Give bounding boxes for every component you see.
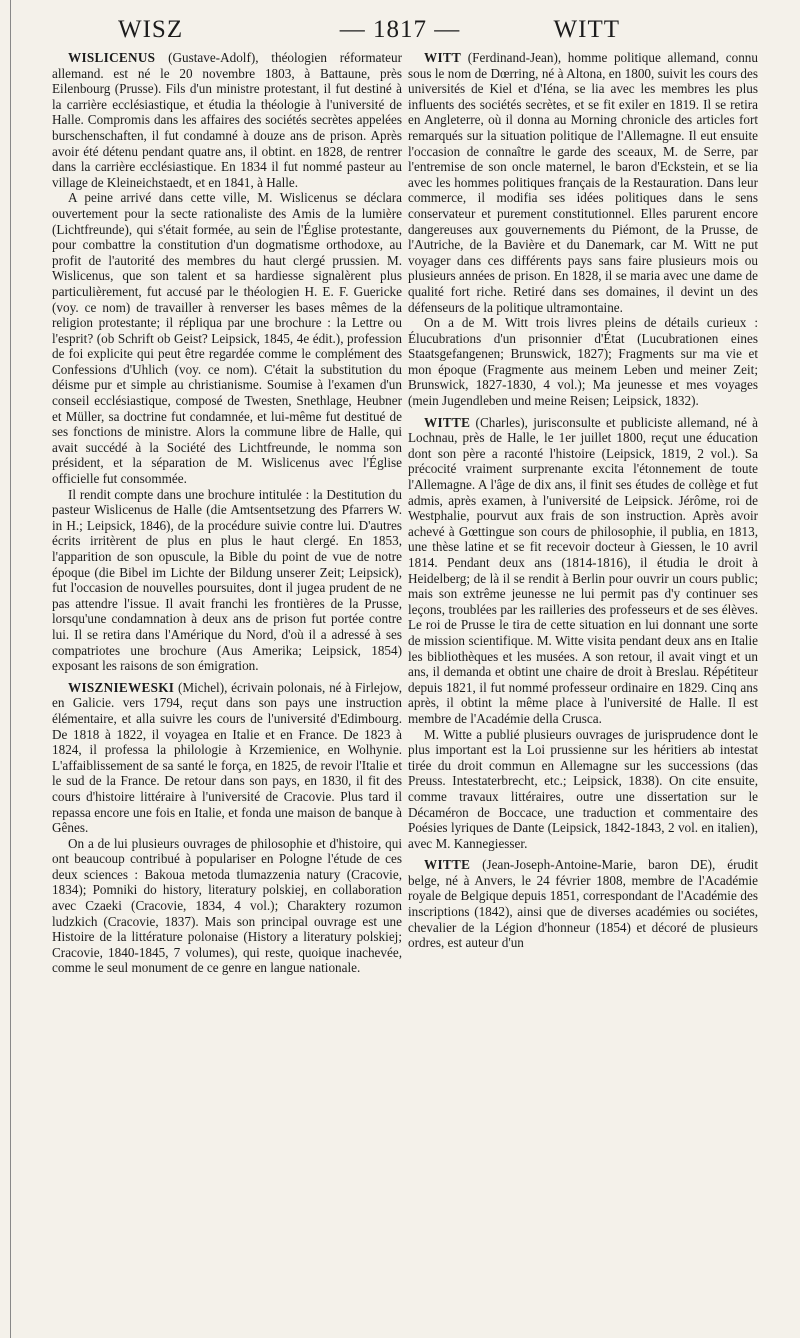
entry-text: (Michel), écrivain polonais, né à Firlejow, en Galicie. vers 1794, reçut dans son pays une instruction élémentaire, et alla suivre les cours de l'université d'Edimbourg. De 1818 à 1822, il voyagea en Italie et en France. De 1823 à 1824, il professa la philologie à Krzemienice, en Wolhynie. L'affaiblissement de sa santé le força, en 1825, de revoir l'Italie et le sud de la France. De retour dans son pays, en 1830, il fit des cours d'histoire littéraire à l'université de Cracovie. Plus tard il repassa encore une fois en Italie, et fonda une maison de banque à Gênes. [52,679,402,836]
running-header [0,12,800,46]
entry-text: (Charles), jurisconsulte et publiciste allemand, né à Lochnau, près de Halle, le 1er juillet 1800, reçut une éducation dont son père a raconté l'histoire (Leipsick, 1819, 2 vol.). Sa précocité vraiment surprenante excita l'étonnement de toute l'Allemagne. A l'âge de dix ans, il finit ses études de collège et fut admis, après examen, à l'université de Leipsick. Jérôme, roi de Westphalie, pourvut aux frais de son instruction. Après avoir achevé à Gœttingue son cours de philosophie, il publia, en 1813, une thèse latine et se fit recevoir docteur à Giessen, le 10 avril 1814. Pendant deux ans (1814-1816), il étudia le droit à Heidelberg; de là il se rendit à Berlin pour ouvrir un cours public; mais son extrême jeunesse ne lui permit pas d'y continuer ses leçons, troublées par les railleries des professeurs et de ses élèves. Le roi de Prusse le tira de cette situation en lui donnant une sorte de mission scientifique. M. Witte visita pendant deux ans en Italie les bibliothèques et les musées. A son retour, il avait vingt et un ans, il demanda et obtint une chaire de droit à Breslau. Répétiteur depuis 1821, il fut nommé professeur ordinaire en 1829. Cinq ans après, il obtint la même place à l'université de Halle. Il est membre de l'Académie della Crusca. [408,414,758,726]
entry-paragraph: M. Witte a publié plusieurs ouvrages de jurisprudence dont le plus important est la Loi prussienne sur les héritiers ab intestat tirée du droit commun en Allemagne sur les successions (das Preuss. Intestaterbrecht, etc.; Leipsick, 1838). On cite ensuite, comme travaux littéraires, outre une dissertation sur le Décaméron de Boccace, une traduction et commentaire des Poésies lyriques de Dante (Leipsick, 1842-1843, 2 vol. en italien), avec M. Kannegiesser. [408,726,758,851]
entry-headword: WITTE [424,414,471,430]
entry-headword: WITTE [424,857,471,873]
entry-text: (Jean-Joseph-Antoine-Marie, baron DE), érudit belge, né à Anvers, le 24 février 1808, membre de l'Académie royale de Belgique depuis 1851, correspondant de l'Académie des inscriptions (1842), ainsi que de diverses académies ou sociétes, chevalier de la Légion d'honneur (1854) et décoré de plusieurs ordres, est auteur d'un [408,857,758,951]
right-column [408,50,758,957]
entry-paragraph: On a de lui plusieurs ouvrages de philosophie et d'histoire, qui ont beaucoup contribué à populariser en Pologne l'étude de ces deux sciences : Bakoua metoda tlumazzenia natury (Cracovie, 1834); Pomniki do history, literatury polskiej, en collaboration avec Czaeki (Cracovie, 1834, 4 vol.); Charaktery rozumon ludzkich (Cracovie, 1837). Mais son principal ouvrage est une Histoire de la littérature polonaise (History a literatury polskiej; Cracovie, 1840-1845, 7 volumes), qui reste, quoique inachevée, comme le seul monument de ce genre en langue nationale. [52,835,402,976]
entry-paragraph: On a de M. Witt trois livres pleins de détails curieux : Élucubrations d'un prisonnier d'État (Lucubrationen eines Staatsgefangenen; Brunswick, 1827); Fragments sur ma vie et mon époque (Fragmente aus meinem Leben und meiner Zeit; Brunswick, 1827-1830, 4 vol.); Ma jeunesse et mes voyages (mein Jugendleben und meine Reisen; Leipsick, 1832). [408,315,758,409]
left-column [52,50,402,982]
entry-witt [408,50,758,409]
page-edge-rule [10,0,11,1338]
header-right-keyword: WITT [553,16,620,43]
entry-headword: WITT [424,50,462,65]
entry-witte-jean-joseph [408,857,758,951]
header-page-number: — 1817 — [339,16,461,43]
header-left-keyword: WISZ [118,16,184,43]
entry-text: (Ferdinand-Jean), homme politique allemand, connu sous le nom de Dœrring, né à Altona, en 1800, suivit les cours des universités de Kiel et d'Iéna, se lia avec les membres les plus influents des sociétés secrètes, et se fit exiler en 1819. Il se retira en Angleterre, où il donna au Morning chronicle des articles fort remarqués sur la situation politique de l'Allemagne. Il eut ensuite l'occasion de connaître le garde des sceaux, M. de Serre, par l'entremise de son oncle maternel, le baron d'Eckstein, et se lia avec les hommes politiques français de la Restauration. Dans leur commerce, il modifia ses idées politiques dans le sens conservateur et purement constitutionnel. Elles parurent encore dangereuses aux gouvernements du Piémont, de la Prusse, de l'Autriche, de la Bavière et du Danemark, car M. Witt ne put voyager dans ces différents pays sans faire plusieurs mois ou plusieurs années de prison. En 1828, il se maria avec une dame de qualité fort riche. Retiré dans ses domaines, il devint un des défenseurs de la politique ultramontaine. [408,50,758,315]
entry-witte-charles [408,415,758,852]
entry-wiszniewski [52,680,402,976]
entry-paragraph: A peine arrivé dans cette ville, M. Wislicenus se déclara ouvertement pour la secte rationaliste des Amis de la lumière (Lichtfreunde), qui s'était formée, au sein de l'Église protestante, pour combattre la constitution d'un dogmatisme orthodoxe, au profit de l'autorité des membres du haut clergé prussien. M. Wislicenus, que son talent et sa hardiesse signalèrent plus particulièrement, fut accusé par le théologien H. E. F. Guericke (voy. ce nom) de travailler à renverser les bases mêmes de la religion protestante; il répliqua par une brochure : la Lettre ou l'esprit? (ob Schrift ob Geist? Leipsick, 1845, 4e édit.), profession de foi explicite qui peut être regardée comme le complément des Confessions d'Uhlich (voy. ce nom). C'était la substitution du déisme pur et simple au christianisme. Soumise à l'examen d'un conseil ecclésiastique, composé de Twesten, Snethlage, Heubner et Müller, sa doctrine fut condamnée, et lui-même fut destitué de ses fonctions de ministre. Alors la commune libre de Halle, qui avait succédé à la Société des Lichtfreunde, le nomma son président, et la séparation de M. Wislicenus avec l'Église officielle fut consommée. [52,190,402,487]
entry-paragraph: Il rendit compte dans une brochure intitulée : la Destitution du pasteur Wislicenus de Halle (die Amtsentsetzung des Pfarrers W. in H.; Leipsick, 1846), de la procédure suivie contre lui. D'autres écrits irritèrent de plus en plus le haut clergé. En 1853, l'apparition de son opuscule, la Bible du point de vue de notre époque (die Bibel im Lichte der Bildung unserer Zeit; Leipsick), fut l'occasion de nouvelles poursuites, dont il jugea prudent de ne pas attendre l'issue. Il avait franchi les frontières de la Prusse, lorsqu'une condamnation à deux ans de prison fut portée contre lui. Il se retira dans l'Amérique du Nord, d'où il a adressé à ses compatriotes une brochure (Aus Amerika; Leipsick, 1854) exposant les raisons de son émigration. [52,486,402,674]
entry-headword: WISLICENUS [68,50,156,65]
entry-headword: WISZNIEWESKI [68,679,175,695]
entry-wislicenus [52,50,402,674]
entry-text: (Gustave-Adolf), théologien réformateur allemand. est né le 20 novembre 1803, à Battaune, près Eilenbourg (Prusse). Fils d'un ministre protestant, il fut destiné à la carrière ecclésiastique, et étudia la théologie à l'université de Halle. Compromis dans les affaires des sociétés secrètes appelées burschenschaften, il fut condamné à douze ans de prison. Après avoir été détenu pendant quatre ans, il obtint. en 1828, de rentrer dans la carrière ecclésiastique. En 1834 il fut nommé pasteur au village de Kleineichstaedt, et en 1841, à Halle. [52,50,402,190]
